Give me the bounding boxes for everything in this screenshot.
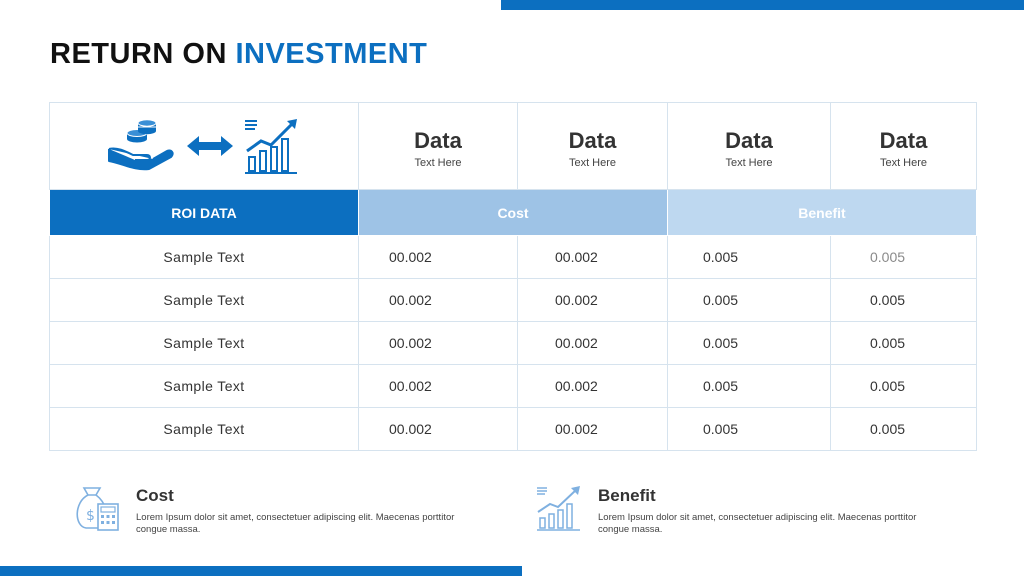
row-label: Sample Text: [50, 408, 359, 451]
roi-data-header: ROI DATA: [50, 190, 359, 236]
header-icons-cell: [50, 103, 359, 190]
table-row: [50, 322, 977, 365]
benefit-header: Benefit: [668, 190, 977, 236]
cost-value-1: 00.002: [359, 236, 518, 279]
title-part-2: INVESTMENT: [235, 38, 428, 70]
benefit-value-1: 0.005: [668, 365, 831, 408]
column-header-2: [518, 103, 668, 190]
row-label: Sample Text: [50, 236, 359, 279]
column-title: Data: [879, 128, 928, 153]
cost-value-2: 00.002: [518, 236, 668, 279]
cost-legend-text: Lorem Ipsum dolor sit amet, consectetuer adipiscing elit. Maecenas porttitor congue massa.: [136, 512, 455, 535]
column-title: Data: [414, 128, 462, 153]
benefit-value-2: 0.005: [831, 322, 977, 365]
row-label: Sample Text: [50, 322, 359, 365]
hand-coins-icon: [107, 117, 177, 175]
column-subtitle: Text Here: [414, 157, 462, 169]
growth-chart-icon: [243, 117, 301, 175]
column-title: Data: [725, 128, 773, 153]
title-part-1: RETURN ON: [50, 38, 227, 70]
page-title: [50, 38, 427, 71]
cost-value-1: 00.002: [359, 408, 518, 451]
cost-value-1: 00.002: [359, 365, 518, 408]
svg-text:$: $: [86, 508, 95, 524]
benefit-value-2: 0.005: [831, 408, 977, 451]
benefit-value-2: 0.005: [831, 236, 977, 279]
cost-value-2: 00.002: [518, 365, 668, 408]
table-row: [50, 408, 977, 451]
benefit-legend-text: Lorem Ipsum dolor sit amet, consectetuer adipiscing elit. Maecenas porttitor congue massa.: [598, 512, 917, 535]
column-subtitle: Text Here: [725, 157, 773, 169]
growth-chart-icon: [534, 482, 586, 532]
cost-header: Cost: [359, 190, 668, 236]
table-header-row: [50, 103, 977, 190]
benefit-value-1: 0.005: [668, 408, 831, 451]
cost-value-1: 00.002: [359, 322, 518, 365]
column-header-1: [359, 103, 518, 190]
cost-value-2: 00.002: [518, 322, 668, 365]
roi-table: [49, 102, 977, 451]
column-subtitle: Text Here: [879, 157, 928, 169]
benefit-legend-title: Benefit: [598, 486, 656, 505]
column-header-4: [831, 103, 977, 190]
table-row: [50, 236, 977, 279]
benefit-value-2: 0.005: [831, 279, 977, 322]
row-label: Sample Text: [50, 279, 359, 322]
column-title: Data: [568, 128, 617, 153]
benefit-value-1: 0.005: [668, 236, 831, 279]
cost-value-1: 00.002: [359, 279, 518, 322]
column-subtitle: Text Here: [568, 157, 617, 169]
benefit-value-1: 0.005: [668, 279, 831, 322]
table-row: [50, 279, 977, 322]
benefit-value-2: 0.005: [831, 365, 977, 408]
cost-legend-title: Cost: [136, 486, 174, 505]
double-arrow-icon: [187, 135, 233, 157]
row-label: Sample Text: [50, 365, 359, 408]
bottom-accent-bar: [0, 566, 522, 576]
top-accent-bar: [501, 0, 1024, 10]
table-row: [50, 365, 977, 408]
category-row: [50, 190, 977, 236]
column-header-3: [668, 103, 831, 190]
cost-value-2: 00.002: [518, 279, 668, 322]
cost-value-2: 00.002: [518, 408, 668, 451]
money-bag-calculator-icon: [72, 482, 124, 532]
benefit-value-1: 0.005: [668, 322, 831, 365]
